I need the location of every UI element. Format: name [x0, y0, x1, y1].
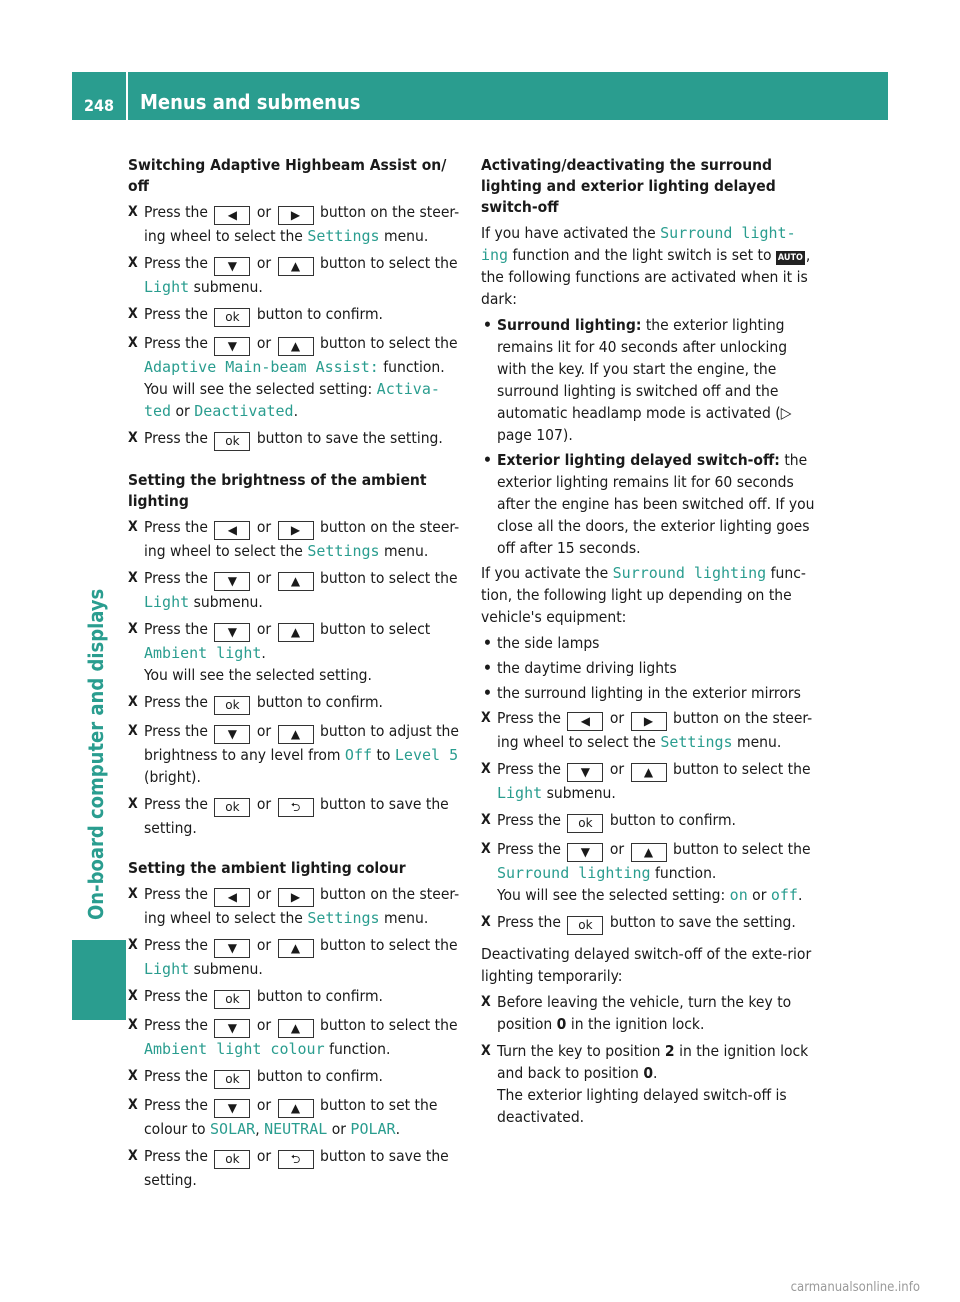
down-key-icon: ▼ — [567, 763, 603, 782]
menu-name: Light — [144, 960, 190, 978]
list-item: • the side lamps — [481, 632, 819, 654]
right-key-icon: ▶ — [631, 712, 667, 731]
menu-name: Settings — [307, 909, 380, 927]
ok-key-icon: ok — [567, 814, 603, 833]
ok-key-icon: ok — [214, 432, 250, 451]
down-key-icon: ▼ — [214, 572, 250, 591]
paragraph: Deactivating delayed switch-off of the exte-rior lighting temporarily: — [481, 945, 812, 985]
step: X Press the ◀ or ▶ button on the steer-ing wheel to select the Settings menu. — [128, 883, 466, 929]
step: X Press the ok button to save the setting. — [128, 427, 466, 451]
ok-key-icon: ok — [214, 1150, 250, 1169]
left-key-icon: ◀ — [214, 521, 250, 540]
right-key-icon: ▶ — [278, 206, 314, 225]
step: X Before leaving the vehicle, turn the key to position 0 in the ignition lock. — [481, 991, 819, 1035]
footer-watermark: carmanualsonline.info — [790, 1280, 920, 1295]
step: X Press the ok button to confirm. — [128, 985, 466, 1009]
ok-key-icon: ok — [214, 308, 250, 327]
ok-key-icon: ok — [567, 916, 603, 935]
down-key-icon: ▼ — [214, 1099, 250, 1118]
menu-name: Ambient light colour — [144, 1040, 325, 1058]
down-key-icon: ▼ — [214, 725, 250, 744]
setting-value: off — [770, 886, 798, 904]
step: X Press the ▼ or ▲ button to set the colour to SOLAR, NEUTRAL or POLAR. — [128, 1094, 466, 1140]
right-key-icon: ▶ — [278, 521, 314, 540]
auto-icon: AUTO — [777, 253, 803, 263]
page-title: Menus and submenus — [140, 90, 361, 114]
intro-paragraph: If you have activated the Surround light-ing function and the light switch is set to AUTO , the following functions are activated when it is dark: — [481, 224, 811, 308]
step: X Turn the key to position 2 in the ignition lock and back to position 0. The exterior lighting delayed switch-off is deactivated. — [481, 1040, 819, 1128]
list-item: • Surround lighting: the exterior lighting remains lit for 40 seconds after unlocking with the key. If you start the engine, the surround lighting is switched off and the automatic headlamp mode is activated (▷ page 107). — [481, 314, 819, 446]
up-key-icon: ▲ — [278, 1099, 314, 1118]
list-item: • Exterior lighting delayed switch-off: the exterior lighting remains lit for 60 seconds after the engine has been switched off. If you close all the doors, the exterior lighting goes off after 15 seconds. — [481, 449, 819, 559]
up-key-icon: ▲ — [278, 623, 314, 642]
menu-name: Ambient light — [144, 644, 262, 662]
ok-key-icon: ok — [214, 696, 250, 715]
setting-value: on — [729, 886, 748, 904]
menu-name: Surround lighting — [612, 564, 767, 582]
down-key-icon: ▼ — [214, 623, 250, 642]
paragraph: If you activate the Surround lighting func-tion, the following light up depending on the vehicle's equipment: — [481, 564, 806, 626]
up-key-icon: ▲ — [631, 843, 667, 862]
down-key-icon: ▼ — [214, 257, 250, 276]
menu-name: Settings — [307, 227, 380, 245]
menu-name: Surround light-ing — [481, 224, 796, 264]
menu-name: Surround lighting — [497, 864, 651, 882]
menu-name: Light — [144, 278, 190, 296]
up-key-icon: ▲ — [278, 257, 314, 276]
step: X Press the ▼ or ▲ button to select Ambient light. You will see the selected setting. — [128, 618, 466, 686]
up-key-icon: ▲ — [631, 763, 667, 782]
left-key-icon: ◀ — [214, 206, 250, 225]
menu-name: Settings — [660, 733, 733, 751]
step: X Press the ◀ or ▶ button on the steer-ing wheel to select the Settings menu. — [128, 201, 466, 247]
up-key-icon: ▲ — [278, 337, 314, 356]
step: X Press the ok button to confirm. — [128, 1065, 466, 1089]
step: X Press the ▼ or ▲ button to select the Light submenu. — [128, 567, 466, 613]
right-key-icon: ▶ — [278, 888, 314, 907]
section-heading: Activating/deactivating the surround lighting and exterior lighting delayed switch-off — [481, 156, 776, 216]
up-key-icon: ▲ — [278, 1019, 314, 1038]
menu-name: Light — [497, 784, 543, 802]
ok-key-icon: ok — [214, 990, 250, 1009]
step: X Press the ▼ or ▲ button to select the Adaptive Main-beam Assist: function. You will see the selected setting: Activa-ted or Deactivated. — [128, 332, 466, 422]
menu-name: Settings — [307, 542, 380, 560]
down-key-icon: ▼ — [214, 939, 250, 958]
step: X Press the ▼ or ▲ button to select the Light submenu. — [128, 934, 466, 980]
page-number-box — [72, 72, 126, 120]
step: X Press the ok or ⮌ button to save the setting. — [128, 793, 466, 839]
setting-value: Level 5 — [394, 746, 459, 764]
menu-name: Light — [144, 593, 190, 611]
down-key-icon: ▼ — [567, 843, 603, 862]
sidebar-marker — [72, 940, 126, 1020]
setting-value: SOLAR — [210, 1120, 256, 1138]
back-key-icon: ⮌ — [278, 798, 314, 817]
step: X Press the ▼ or ▲ button to select the Light submenu. — [128, 252, 466, 298]
section-heading: Setting the brightness of the ambient lighting — [128, 471, 427, 510]
sidebar-chapter-label: On-board computer and displays — [84, 588, 108, 920]
up-key-icon: ▲ — [278, 725, 314, 744]
step: X Press the ok button to save the setting. — [481, 911, 819, 935]
down-key-icon: ▼ — [214, 337, 250, 356]
step: X Press the ▼ or ▲ button to select the Light submenu. — [481, 758, 819, 804]
step: X Press the ▼ or ▲ button to adjust the brightness to any level from Off to Level 5 (bright). — [128, 720, 466, 788]
back-key-icon: ⮌ — [278, 1150, 314, 1169]
step: X Press the ok button to confirm. — [481, 809, 819, 833]
page-number: 248 — [84, 96, 115, 115]
left-key-icon: ◀ — [214, 888, 250, 907]
ok-key-icon: ok — [214, 1070, 250, 1089]
step: X Press the ok button to confirm. — [128, 303, 466, 327]
ok-key-icon: ok — [214, 798, 250, 817]
list-item: • the daytime driving lights — [481, 657, 819, 679]
step: X Press the ok button to confirm. — [128, 691, 466, 715]
section-heading: Setting the ambient lighting colour — [128, 859, 406, 877]
setting-value: POLAR — [350, 1120, 396, 1138]
step: X Press the ▼ or ▲ button to select the Surround lighting function. You will see the selected setting: on or off. — [481, 838, 819, 906]
menu-name: Adaptive Main-beam Assist: — [144, 358, 379, 376]
down-key-icon: ▼ — [214, 1019, 250, 1038]
left-column — [128, 155, 466, 1196]
setting-value: Deactivated — [194, 402, 294, 420]
left-key-icon: ◀ — [567, 712, 603, 731]
section-heading: Switching Adaptive Highbeam Assist on/ off — [128, 156, 447, 195]
up-key-icon: ▲ — [278, 939, 314, 958]
right-column — [481, 155, 819, 1133]
step: X Press the ◀ or ▶ button on the steer-ing wheel to select the Settings menu. — [481, 707, 819, 753]
step: X Press the ◀ or ▶ button on the steer-ing wheel to select the Settings menu. — [128, 516, 466, 562]
setting-value: Activa-ted — [144, 380, 440, 420]
step: X Press the ▼ or ▲ button to select the Ambient light colour function. — [128, 1014, 466, 1060]
setting-value: NEUTRAL — [264, 1120, 328, 1138]
setting-value: Off — [344, 746, 373, 764]
list-item: • the surround lighting in the exterior mirrors — [481, 682, 819, 704]
step: X Press the ok or ⮌ button to save the setting. — [128, 1145, 466, 1191]
up-key-icon: ▲ — [278, 572, 314, 591]
